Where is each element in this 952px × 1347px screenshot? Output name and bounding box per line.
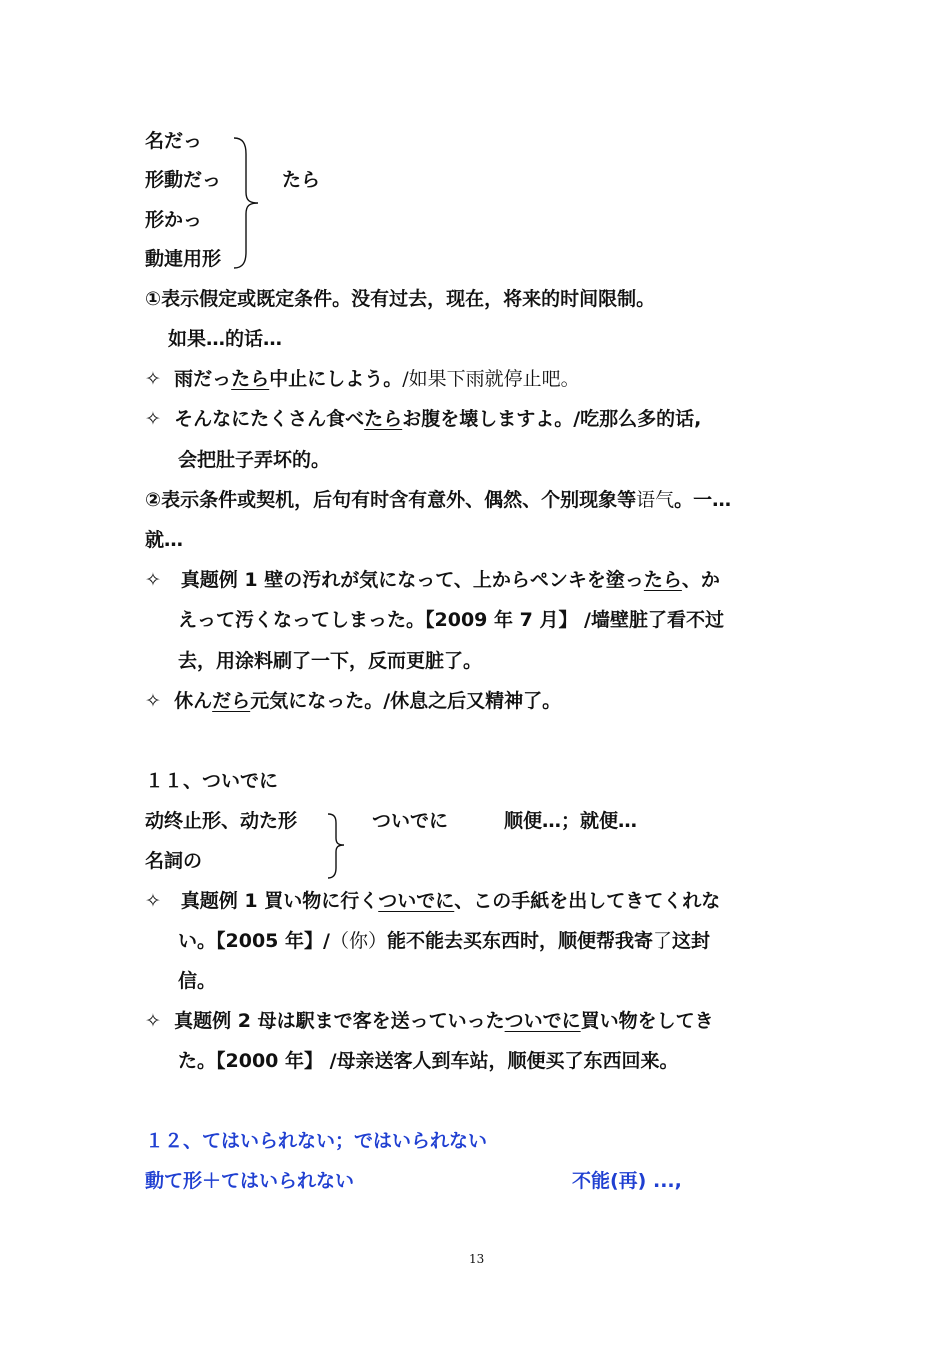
example-3: ✧ 真题例 1 壁の汚れが気になって、上からペンキを塗ったら、か [145, 569, 720, 591]
usage-2-label: ②表示条件或契机，后句有时含有意外、偶然、个别现象等语气。一… [145, 489, 732, 511]
example-6-continued: た。【2000 年】 /母亲送客人到车站，顺便买了东西回来。 [178, 1050, 679, 1072]
highlight-tara: たら [364, 408, 403, 430]
usage-1-meaning: 如果…的话… [168, 328, 283, 350]
form-na-adjective: 形動だっ [145, 169, 222, 191]
bullet-icon: ✧ [145, 368, 161, 390]
usage-2-continued: 就… [145, 529, 184, 551]
example-3-continued-1: えって汚くなってしまった。【2009 年 7 月】 /墙壁脏了看不过 [178, 609, 725, 631]
section-12-form: 動て形＋てはいられない [145, 1170, 355, 1192]
bullet-icon: ✧ [145, 408, 161, 430]
section-12-meaning: 不能(再) ..., [572, 1170, 682, 1192]
example-4: ✧ 休んだら元気になった。/休息之后又精神了。 [145, 690, 562, 712]
translation: /如果下雨就停止吧。 [402, 368, 580, 390]
bullet-icon: ✧ [145, 890, 161, 912]
usage-1-label: ①表示假定或既定条件。没有过去，现在，将来的时间限制。 [145, 288, 656, 310]
pattern-meaning: 顺便…；就便… [504, 810, 638, 832]
example-2: ✧ そんなにたくさん食べたらお腹を壊しますよ。/吃那么多的话, [145, 408, 702, 430]
right-brace-icon [326, 812, 350, 880]
highlight-tsuideni: ついでに [378, 890, 455, 912]
pattern-tsuideni: ついでに [372, 810, 449, 832]
example-6: ✧ 真题例 2 母は駅まで客を送っていったついでに買い物をしてき [145, 1010, 714, 1032]
example-3-continued-2: 去，用涂料刷了一下，反而更脏了。 [178, 650, 483, 672]
section-12-title: １２、てはいられない；ではいられない [145, 1130, 488, 1152]
example-5-continued-2: 信。 [178, 970, 217, 992]
highlight-tsuideni: ついでに [504, 1010, 581, 1032]
page-number: 13 [469, 1252, 485, 1266]
form-noun-no: 名詞の [145, 850, 203, 872]
highlight-dara: だら [212, 690, 251, 712]
example-2-continued: 会把肚子弄坏的。 [178, 449, 331, 471]
example-5: ✧ 真题例 1 買い物に行くついでに、この手紙を出してきてくれな [145, 890, 721, 912]
form-noun: 名だっ [145, 130, 203, 152]
section-11-title: １１、ついでに [145, 770, 279, 792]
bullet-icon: ✧ [145, 690, 161, 712]
form-verb: 动终止形、动た形 [145, 810, 298, 832]
form-verb-renyou: 動連用形 [145, 248, 222, 270]
bullet-icon: ✧ [145, 1010, 161, 1032]
example-5-continued-1: い。【2005 年】/（你）能不能去买东西时，顺便帮我寄了这封 [178, 930, 710, 952]
suffix-tara: たら [282, 169, 321, 191]
right-brace-icon [232, 136, 262, 270]
bullet-icon: ✧ [145, 569, 161, 591]
highlight-tara: たら [643, 569, 682, 591]
highlight-tara: たら [231, 368, 270, 390]
form-i-adjective: 形かっ [145, 209, 203, 231]
example-1: ✧ 雨だったら中止にしよう。/如果下雨就停止吧。 [145, 368, 580, 390]
